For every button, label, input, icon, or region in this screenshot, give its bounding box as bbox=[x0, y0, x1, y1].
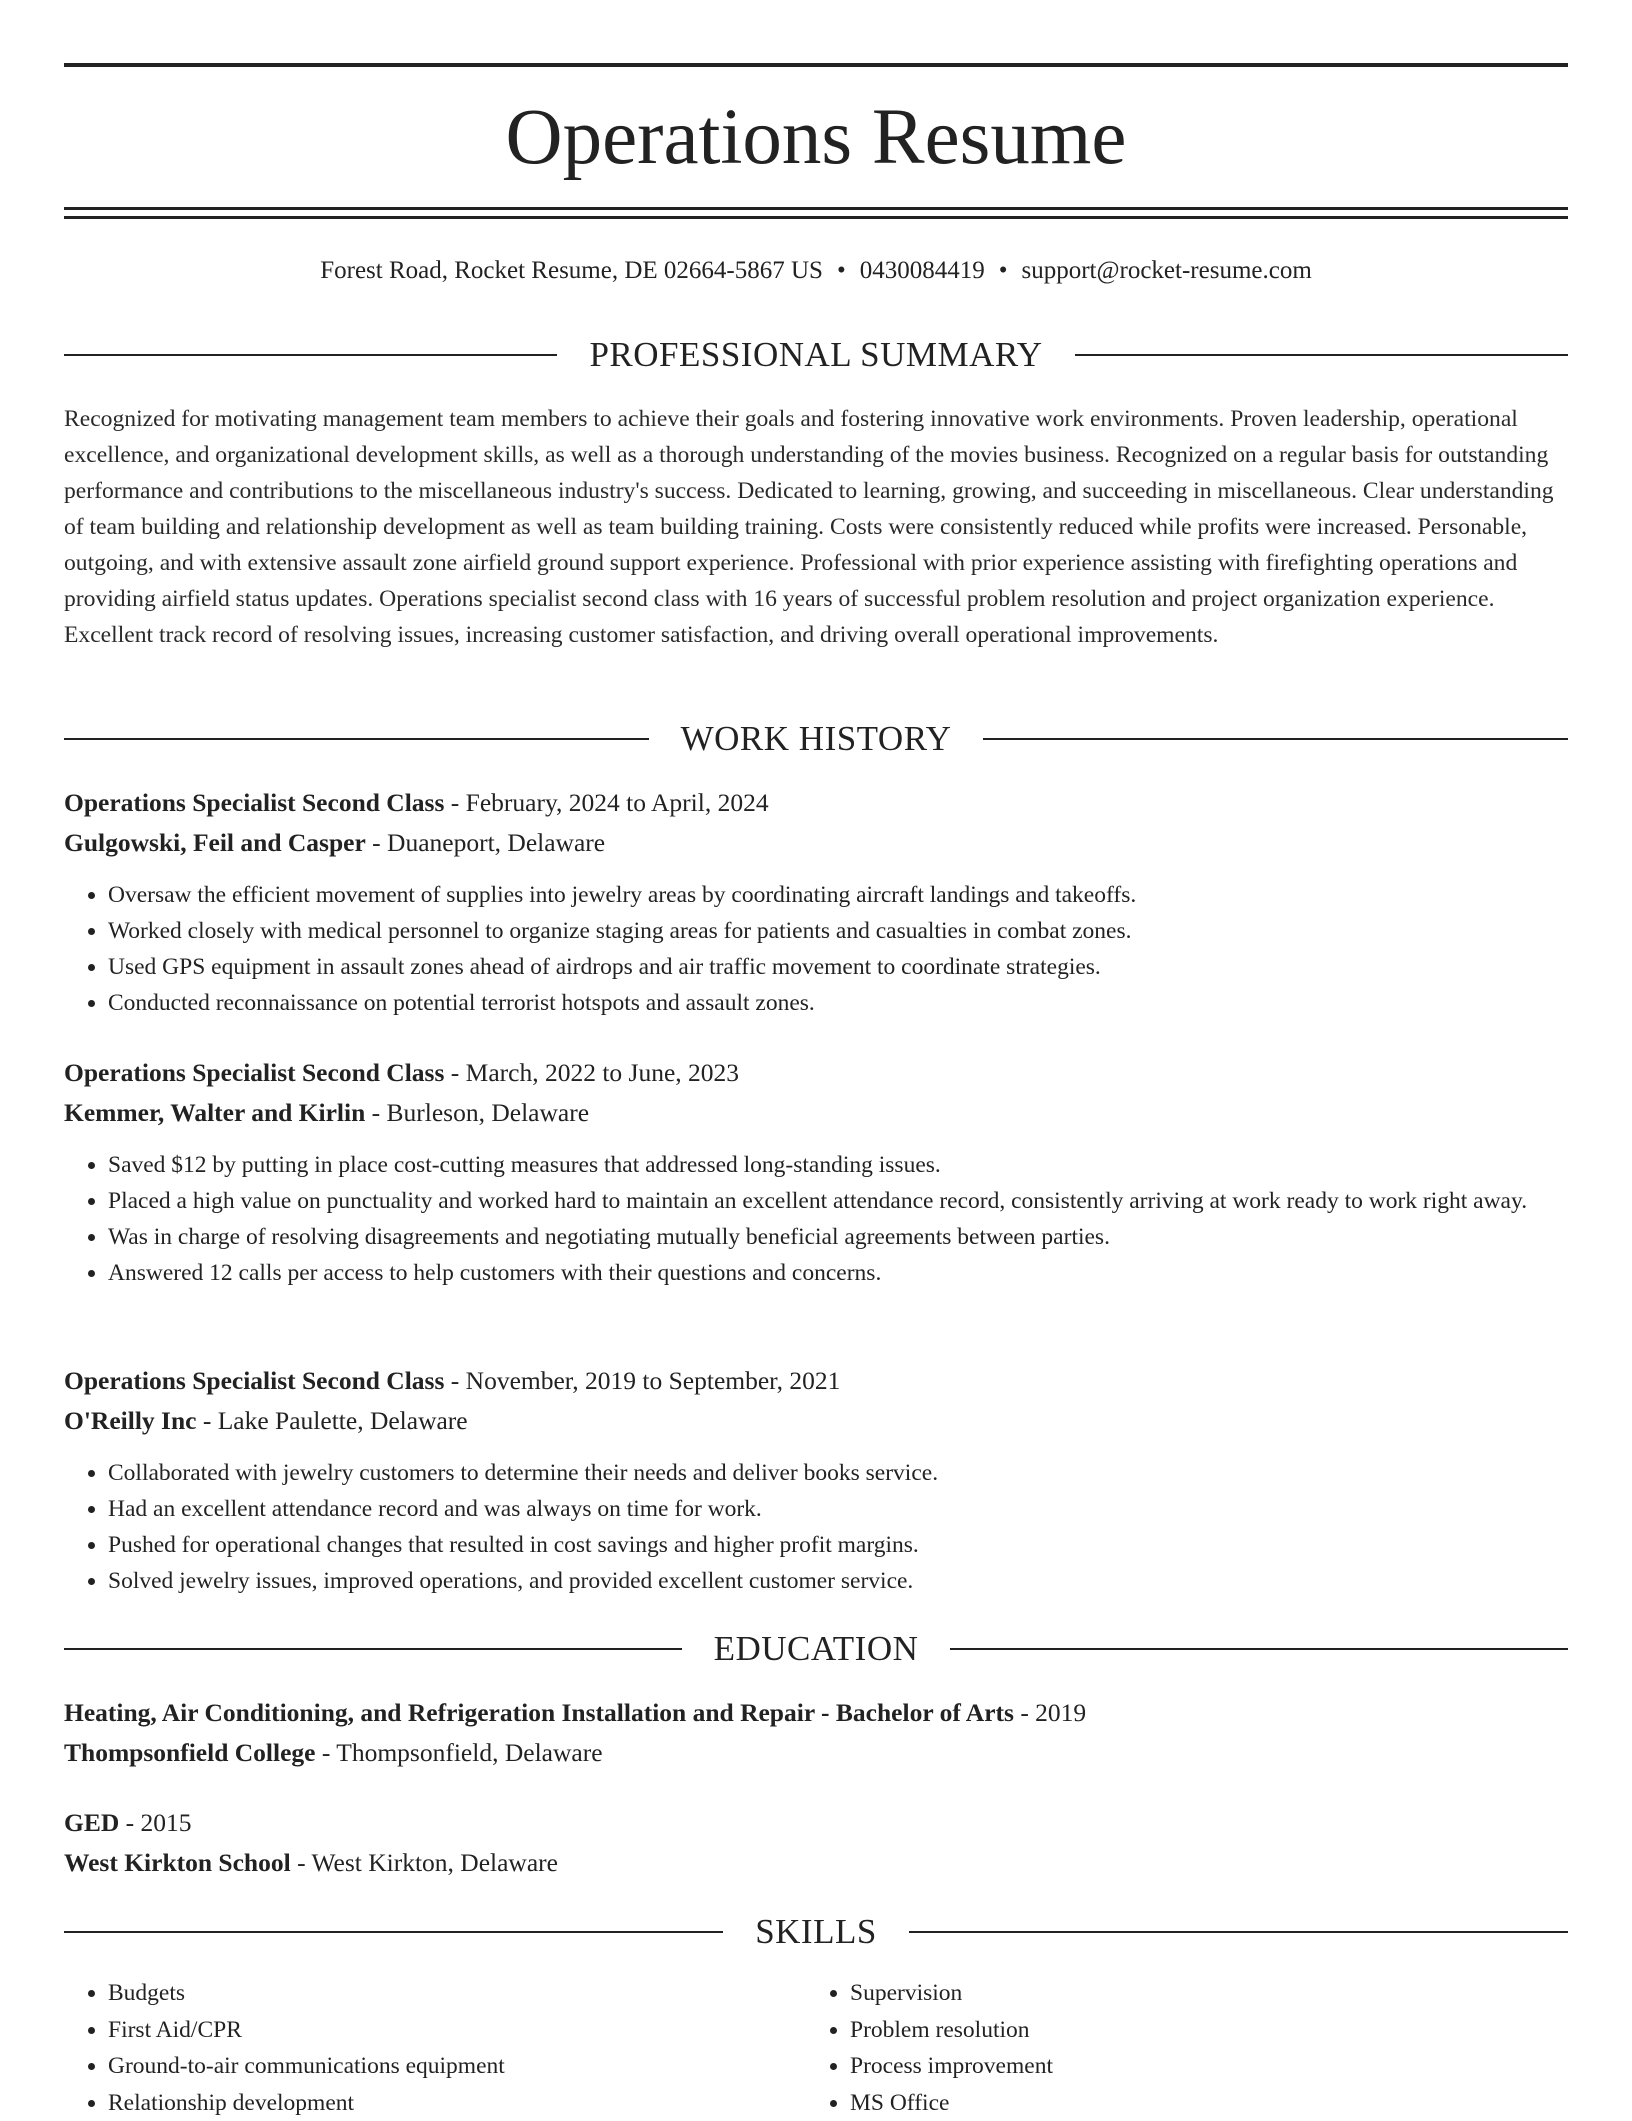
job-location: - Lake Paulette, Delaware bbox=[196, 1406, 467, 1435]
job-dates: - November, 2019 to September, 2021 bbox=[444, 1366, 840, 1395]
job-company: O'Reilly Inc bbox=[64, 1406, 196, 1435]
skill-item: • Relationship development bbox=[108, 2085, 808, 2121]
education-year: - 2019 bbox=[1014, 1698, 1086, 1727]
job-bullet: • Solved jewelry issues, improved operations, and provided excellent customer service. bbox=[108, 1563, 1568, 1599]
education-degree-line bbox=[64, 1806, 1568, 1840]
job-title-line bbox=[64, 786, 1568, 820]
section-header-education bbox=[64, 1627, 1568, 1671]
job-title: Operations Specialist Second Class bbox=[64, 788, 444, 817]
job-company: Gulgowski, Feil and Casper bbox=[64, 828, 366, 857]
header-double-rule bbox=[64, 207, 1568, 219]
skill-item: • Problem resolution bbox=[850, 2012, 1550, 2049]
education-school-line bbox=[64, 1736, 1568, 1770]
education-location: - Thompsonfield, Delaware bbox=[315, 1738, 602, 1767]
section-rule bbox=[983, 738, 1568, 740]
job-bullet: • Worked closely with medical personnel to organize staging areas for patients and casualties in combat zones. bbox=[108, 913, 1568, 949]
job-bullet: • Oversaw the efficient movement of supplies into jewelry areas by coordinating aircraft landings and takeoffs. bbox=[108, 877, 1568, 913]
education-location: - West Kirkton, Delaware bbox=[291, 1848, 558, 1877]
section-rule bbox=[909, 1931, 1568, 1933]
job-title-line bbox=[64, 1364, 1568, 1398]
education-degree: GED bbox=[64, 1808, 119, 1837]
contact-separator: • bbox=[999, 257, 1008, 284]
job-company: Kemmer, Walter and Kirlin bbox=[64, 1098, 365, 1127]
job-title: Operations Specialist Second Class bbox=[64, 1366, 444, 1395]
job-bullets bbox=[64, 877, 1568, 1021]
job-location: - Burleson, Delaware bbox=[365, 1098, 589, 1127]
job-company-line bbox=[64, 826, 1568, 860]
job-bullet: • Saved $12 by putting in place cost-cutting measures that addressed long-standing issues. bbox=[108, 1147, 1568, 1183]
job-bullet: • Conducted reconnaissance on potential terrorist hotspots and assault zones. bbox=[108, 985, 1568, 1021]
skill-item: • Budgets bbox=[108, 1975, 808, 2012]
job-bullets bbox=[64, 1455, 1568, 1599]
contact-email: support@rocket-resume.com bbox=[1021, 257, 1311, 284]
section-title-summary: PROFESSIONAL SUMMARY bbox=[589, 333, 1042, 377]
section-rule bbox=[64, 1648, 682, 1650]
section-rule bbox=[64, 1931, 723, 1933]
skill-item: • Ground-to-air communications equipment bbox=[108, 2048, 808, 2085]
section-rule bbox=[950, 1648, 1568, 1650]
contact-address: Forest Road, Rocket Resume, DE 02664-5867 US bbox=[320, 257, 823, 284]
job-location: - Duaneport, Delaware bbox=[366, 828, 605, 857]
job-bullet: • Used GPS equipment in assault zones ahead of airdrops and air traffic movement to coordinate strategies. bbox=[108, 949, 1568, 985]
section-header-summary bbox=[64, 333, 1568, 377]
resume-title: Operations Resume bbox=[64, 88, 1568, 188]
header-top-rule bbox=[64, 63, 1568, 67]
section-title-work: WORK HISTORY bbox=[681, 717, 952, 761]
job-title: Operations Specialist Second Class bbox=[64, 1058, 444, 1087]
job-bullet: • Pushed for operational changes that resulted in cost savings and higher profit margins. bbox=[108, 1527, 1568, 1563]
skill-item: • MS Office bbox=[850, 2085, 1550, 2121]
education-school: West Kirkton School bbox=[64, 1848, 291, 1877]
job-dates: - March, 2022 to June, 2023 bbox=[444, 1058, 739, 1087]
job-dates: - February, 2024 to April, 2024 bbox=[444, 788, 768, 817]
job-bullet: • Answered 12 calls per access to help customers with their questions and concerns. bbox=[108, 1255, 1568, 1291]
job-company-line bbox=[64, 1404, 1568, 1438]
job-bullet: • Had an excellent attendance record and was always on time for work. bbox=[108, 1491, 1568, 1527]
job-company-line bbox=[64, 1096, 1568, 1130]
education-school-line bbox=[64, 1846, 1568, 1880]
section-title-skills: SKILLS bbox=[755, 1910, 877, 1954]
skills-list-right bbox=[806, 1975, 1550, 2121]
job-bullet: • Was in charge of resolving disagreements and negotiating mutually beneficial agreements between parties. bbox=[108, 1219, 1568, 1255]
contact-line bbox=[64, 254, 1568, 288]
education-year: - 2015 bbox=[119, 1808, 191, 1837]
education-school: Thompsonfield College bbox=[64, 1738, 315, 1767]
skill-item: • Supervision bbox=[850, 1975, 1550, 2012]
job-title-line bbox=[64, 1056, 1568, 1090]
section-rule bbox=[64, 354, 557, 356]
summary-text: Recognized for motivating management team members to achieve their goals and fostering innovative work environments. Proven leadership, operational excellence, and organizational development skills, as well as a thorough understanding of the movies business. Recognized on a regular basis for outstanding performance and contributions to the miscellaneous industry's success. Dedicated to learning, growing, and succeeding in miscellaneous. Clear understanding of team building and relationship development as well as team building training. Costs were consistently reduced while profits were increased. Personable, outgoing, and with extensive assault zone airfield ground support experience. Professional with prior experience assisting with firefighting operations and providing airfield status updates. Operations specialist second class with 16 years of successful problem resolution and project organization experience. Excellent track record of resolving issues, increasing customer satisfaction, and driving overall operational improvements. bbox=[64, 401, 1568, 653]
section-title-education: EDUCATION bbox=[714, 1627, 919, 1671]
skill-item: • Process improvement bbox=[850, 2048, 1550, 2085]
section-rule bbox=[1075, 354, 1568, 356]
job-bullets bbox=[64, 1147, 1568, 1291]
section-rule bbox=[64, 738, 649, 740]
job-bullet: • Placed a high value on punctuality and worked hard to maintain an excellent attendance record, consistently arriving at work ready to work right away. bbox=[108, 1183, 1568, 1219]
education-degree: Heating, Air Conditioning, and Refrigeration Installation and Repair - Bachelor of Arts bbox=[64, 1698, 1014, 1727]
section-header-work bbox=[64, 717, 1568, 761]
education-degree-line bbox=[64, 1696, 1568, 1730]
contact-phone: 0430084419 bbox=[860, 257, 985, 284]
job-bullet: • Collaborated with jewelry customers to determine their needs and deliver books service. bbox=[108, 1455, 1568, 1491]
skill-item: • First Aid/CPR bbox=[108, 2012, 808, 2049]
section-header-skills bbox=[64, 1910, 1568, 1954]
contact-separator: • bbox=[837, 257, 846, 284]
skills-list-left bbox=[64, 1975, 808, 2121]
